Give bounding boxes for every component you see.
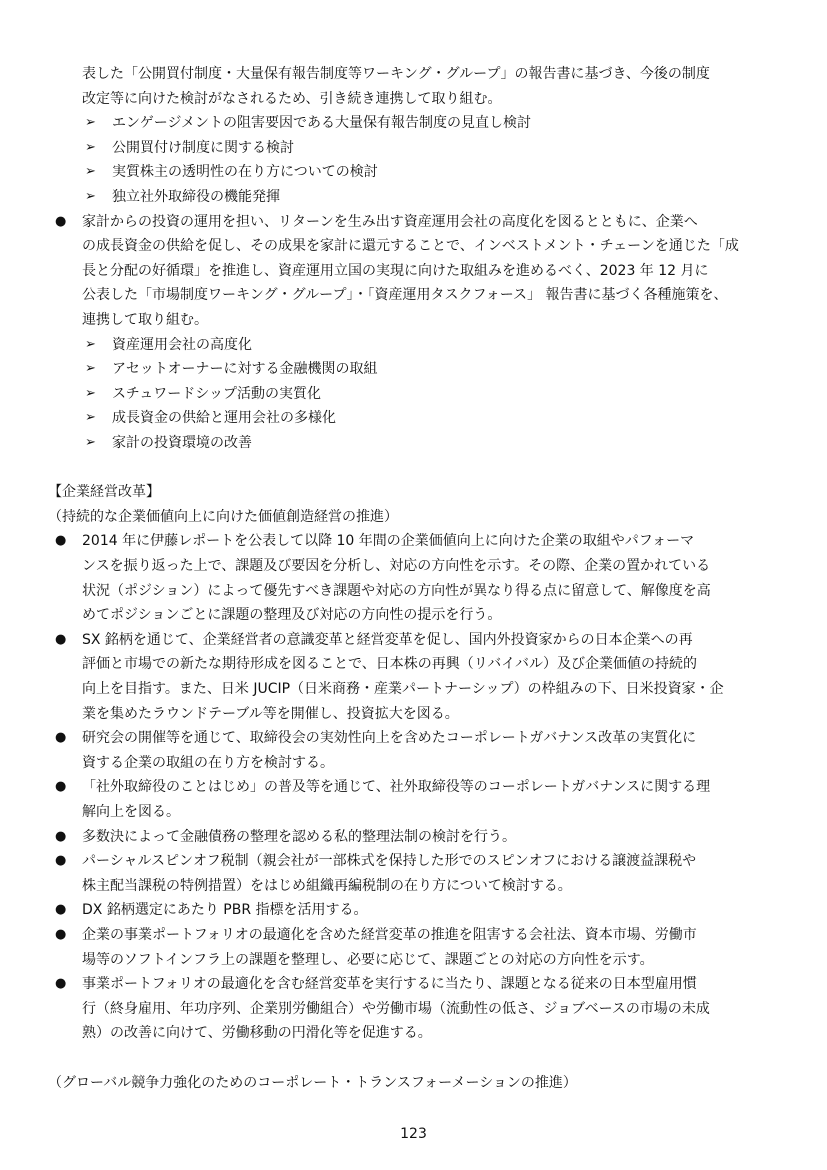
- sub-item-text: スチュワードシップ活動の実質化: [112, 385, 322, 402]
- bullet-text-line: 評価と市場での新たな期待形成を図ることで、日本株の再興（リバイバル）及び企業価値の持続的: [82, 656, 698, 673]
- bullet-text-line: 株主配当課税の特例措置）をはじめ組織再編税制の在り方について検討する。: [82, 877, 572, 894]
- sub-item-text: 独立社外取締役の機能発揮: [112, 189, 280, 205]
- arrow-bullet-icon: ➢: [85, 115, 96, 131]
- bullet-dot-icon: ●: [55, 853, 67, 869]
- bullet-text-line: 家計からの投資の運用を担い、リターンを生み出す資産運用会社の高度化を図るとともに、企業へ: [82, 213, 698, 230]
- bullet-dot-icon: ●: [55, 533, 67, 549]
- bullet-text-line: 研究会の開催等を通じて、取締役会の実効性向上を含めたコーポレートガバナンス改革の実質化に: [82, 730, 697, 747]
- sub-item-text: 実質株主の透明性の在り方についての検討: [112, 164, 378, 181]
- bullet-dot-icon: ●: [55, 779, 67, 795]
- bullet-dot-icon: ●: [55, 213, 67, 229]
- bullet-text-line: 企業の事業ポートフォリオの最適化を含めた経営変革の推進を阻害する会社法、資本市場、労働市: [82, 927, 697, 943]
- arrow-bullet-icon: ➢: [85, 164, 96, 180]
- sub-item-text: エンゲージメントの阻害要因である大量保有報告制度の見直し検討: [112, 115, 532, 132]
- arrow-bullet-icon: ➢: [85, 435, 96, 450]
- bullet-text-line: 長と分配の好循環」を推進し、資産運用立国の実現に向けた取組みを進めるべく、2023 年 12 月に: [82, 262, 709, 279]
- bullet-text-line: 公表した「市場制度ワーキング・グループ」・「資産運用タスクフォース」 報告書に基づく各種施策を、: [82, 287, 728, 304]
- sub-item-text: 公開買付け制度に関する検討: [112, 139, 294, 156]
- bullet-text-line: 解向上を図る。: [82, 804, 180, 820]
- paragraph-line: 表した「公開買付制度・大量保有報告制度等ワーキング・グループ」の報告書に基づき、今後の制度: [82, 66, 710, 82]
- bullet-text-line: パーシャルスピンオフ税制（親会社が一部株式を保持した形でのスピンオフにおける譲渡益課税や: [82, 853, 697, 870]
- arrow-bullet-icon: ➢: [85, 189, 96, 204]
- paragraph-line: 改定等に向けた検討がなされるため、引き続き連携して取り組む。: [82, 90, 502, 107]
- bullet-text-line: 状況（ポジション）によって優先すべき課題や対応の方向性が異なり得る点に留意して、解像度を高: [82, 582, 711, 599]
- page-number: 123: [400, 1126, 427, 1142]
- section-heading: （グローバル競争力強化のためのコーポレート・トランスフォーメーションの推進）: [48, 1074, 577, 1091]
- bullet-dot-icon: ●: [55, 730, 67, 746]
- arrow-bullet-icon: ➢: [85, 336, 96, 352]
- arrow-bullet-icon: ➢: [85, 139, 96, 155]
- bullet-text-line: 「社外取締役のことはじめ」の普及等を通じて、社外取締役等のコーポレートガバナンスに関する理: [82, 779, 711, 796]
- bullet-text-line: 熟）の改善に向けて、労働移動の円滑化等を促進する。: [82, 1025, 432, 1042]
- bullet-text-line: DX 銘柄選定にあたり PBR 指標を活用する。: [82, 902, 368, 919]
- bullet-text-line: ンスを振り返った上で、課題及び要因を分析し、対応の方向性を示す。その際、企業の置かれている: [82, 558, 711, 574]
- sub-item-text: 家計の投資環境の改善: [112, 435, 252, 451]
- bullet-dot-icon: ●: [55, 828, 67, 844]
- bullet-dot-icon: ●: [55, 631, 67, 647]
- bullet-dot-icon: ●: [55, 976, 67, 992]
- sub-item-text: 成長資金の供給と運用会社の多様化: [112, 410, 336, 427]
- bullet-text-line: 場等のソフトインフラ上の課題を整理し、必要に応じて、課題ごとの対応の方向性を示す。: [82, 951, 654, 968]
- bullet-text-line: 事業ポートフォリオの最適化を含む経営変革を実行するに当たり、課題となる従来の日本型雇用慣: [82, 976, 697, 993]
- bullet-text-line: 業を集めたラウンドテーブル等を開催し、投資拡大を図る。: [82, 705, 459, 722]
- sub-item-text: 資産運用会社の高度化: [112, 336, 252, 353]
- section-heading: 【企業経営改革】: [48, 484, 160, 501]
- arrow-bullet-icon: ➢: [85, 410, 96, 426]
- bullet-dot-icon: ●: [55, 902, 67, 918]
- bullet-text-line: 資する企業の取組の在り方を検討する。: [82, 754, 334, 771]
- bullet-text-line: 行（終身雇用、年功序列、企業別労働組合）や労働市場（流動性の低さ、ジョブベースの市場の未成: [82, 1000, 710, 1017]
- bullet-text-line: 向上を目指す。また、日米 JUCIP（日米商務・産業パートナーシップ）の枠組みの下、日米投資家・企: [82, 681, 724, 697]
- arrow-bullet-icon: ➢: [85, 385, 96, 401]
- section-heading: （持続的な企業価値向上に向けた価値創造経営の推進）: [48, 508, 398, 525]
- bullet-text-line: 2014 年に伊藤レポートを公表して以降 10 年間の企業価値向上に向けた企業の取組やパフォーマ: [82, 533, 695, 550]
- bullet-text-line: めてポジションごとに課題の整理及び対応の方向性の提示を行う。: [82, 607, 502, 624]
- bullet-text-line: 多数決によって金融債務の整理を認める私的整理法制の検討を行う。: [82, 828, 516, 845]
- bullet-text-line: SX 銘柄を通じて、企業経営者の意識変革と経営変革を促し、国内外投資家からの日本企業への再: [82, 631, 693, 648]
- bullet-text-line: の成長資金の供給を促し、その成果を家計に還元することで、インベストメント・チェーンを通じた「成: [82, 238, 739, 255]
- arrow-bullet-icon: ➢: [85, 361, 96, 377]
- sub-item-text: アセットオーナーに対する金融機関の取組: [112, 361, 378, 378]
- bullet-text-line: 連携して取り組む。: [82, 312, 208, 328]
- bullet-dot-icon: ●: [55, 927, 67, 942]
